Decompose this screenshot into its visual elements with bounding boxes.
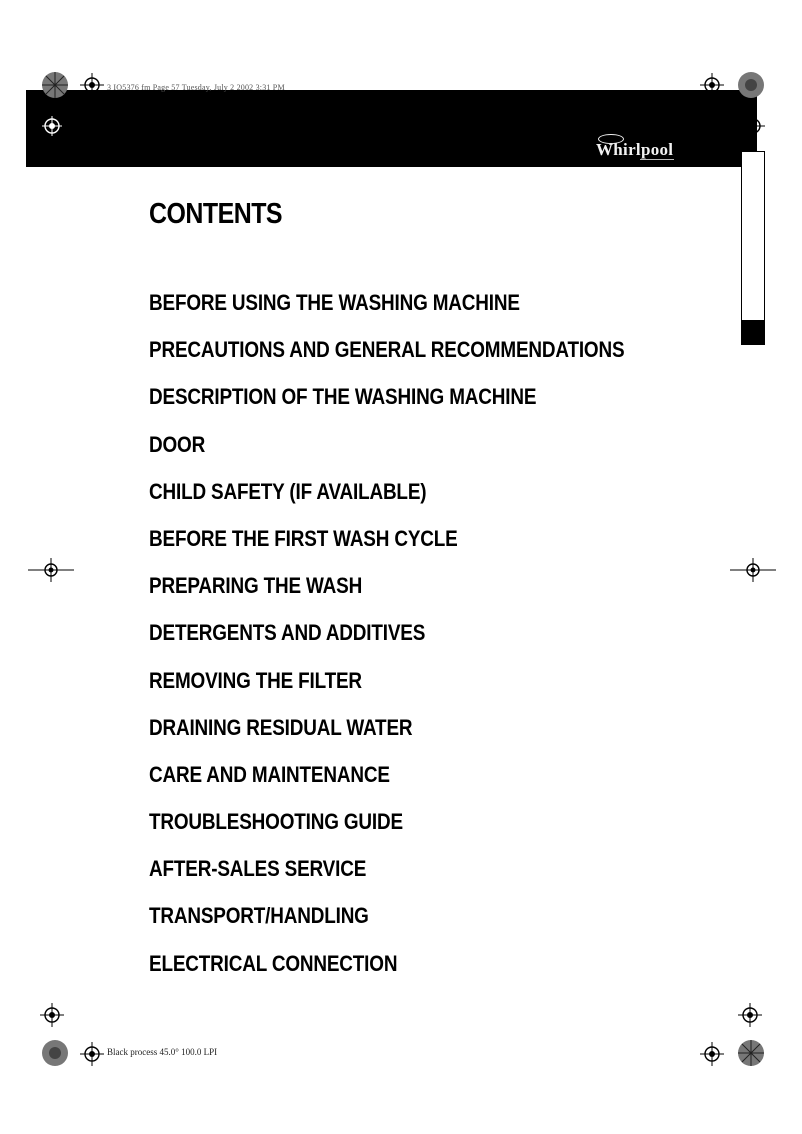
registration-mark-icon [700,73,724,97]
toc-item[interactable]: CHILD SAFETY (IF AVAILABLE) [149,478,427,504]
color-target-icon [736,70,766,100]
registration-mark-icon [40,114,64,138]
table-of-contents [149,288,702,996]
logo-tagline-line [640,159,674,160]
registration-mark-icon [700,1042,724,1066]
logo-text: Whirlpool [596,140,674,159]
toc-item[interactable]: REMOVING THE FILTER [149,667,362,693]
side-thumb-tab [741,151,765,344]
toc-item[interactable]: DOOR [149,431,206,457]
toc-item[interactable]: DETERGENTS AND ADDITIVES [149,620,426,646]
page-title: CONTENTS [149,198,283,230]
registration-mark-icon [730,558,776,582]
toc-item[interactable]: PRECAUTIONS AND GENERAL RECOMMENDATIONS [149,337,625,363]
toc-item[interactable]: BEFORE USING THE WASHING MACHINE [149,290,520,315]
registration-mark-icon [80,73,104,97]
toc-item[interactable]: CARE AND MAINTENANCE [149,761,390,787]
side-thumb-tab-fill [741,320,765,345]
print-slug-top: 3 IO5376 fm Page 57 Tuesday, July 2 2002 3:31 PM [107,83,285,92]
color-target-icon [736,1038,766,1068]
whirlpool-logo [594,134,680,162]
toc-item[interactable]: AFTER-SALES SERVICE [149,856,367,882]
toc-item[interactable]: TROUBLESHOOTING GUIDE [149,809,403,835]
registration-mark-icon [741,114,765,138]
registration-mark-icon [28,558,74,582]
toc-item[interactable]: DRAINING RESIDUAL WATER [149,714,413,740]
registration-mark-icon [738,1003,762,1027]
registration-mark-icon [40,1003,64,1027]
color-target-icon [40,1038,70,1068]
toc-item[interactable]: TRANSPORT/HANDLING [149,903,369,929]
toc-item[interactable]: BEFORE THE FIRST WASH CYCLE [149,525,458,551]
registration-mark-icon [80,1042,104,1066]
toc-item[interactable]: ELECTRICAL CONNECTION [149,950,398,976]
print-slug-bottom: Black process 45.0° 100.0 LPI [107,1047,218,1057]
toc-item[interactable]: PREPARING THE WASH [149,573,363,599]
color-target-icon [40,70,70,100]
toc-item[interactable]: DESCRIPTION OF THE WASHING MACHINE [149,384,537,410]
